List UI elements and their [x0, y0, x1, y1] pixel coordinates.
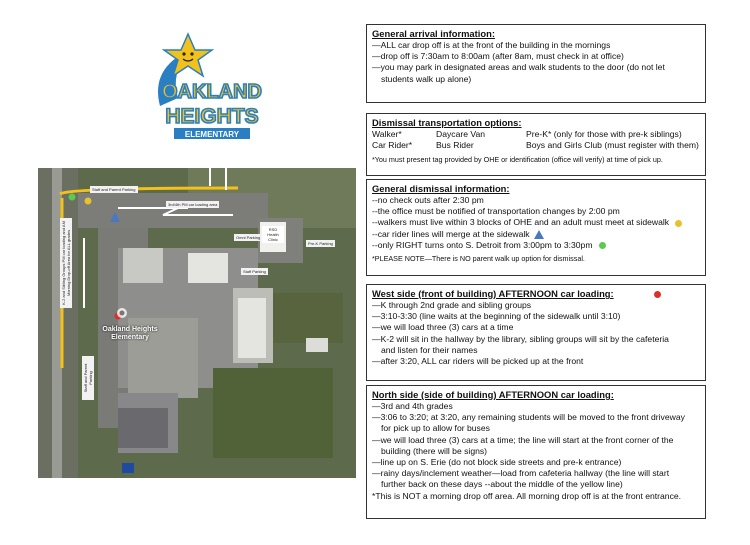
west-line: —K through 2nd grade and sibling groups: [372, 300, 532, 310]
dismissal-line: --only RIGHT turns onto S. Detroit from 3:00pm to 3:30pm: [372, 240, 700, 251]
map-label-staff-parking-bottom: Staff and Parent Parking: [82, 356, 94, 400]
arrival-line: —ALL car drop off is at the front of the building in the mornings: [372, 40, 611, 50]
option-walker: Walker*: [372, 129, 402, 139]
transport-title: Dismissal transportation options:: [372, 117, 522, 128]
dismissal-line: --walkers must live within 3 blocks of OHE and an adult must meet at sidewalk: [372, 217, 700, 228]
arrival-line: —drop off is 7:30am to 8:00am (after 8am, must check in at office): [372, 51, 624, 62]
west-side-box: [366, 284, 706, 381]
north-line: —we will load three (3) cars at a time; the line will start at the front corner of the: [372, 434, 674, 445]
north-line: —3rd and 4th grades: [372, 401, 453, 411]
map-label-loading-zone: 3rd/4th PM car loading area: [168, 202, 218, 207]
north-line: —rainy days/inclement weather—load from cafeteria hallway (the line will start: [372, 468, 670, 479]
dismissal-title: General dismissal information:: [372, 183, 510, 194]
map-label-staff-parking-top: Staff and Parent Parking: [92, 187, 136, 192]
west-line: —after 3:20, ALL car riders will be picked up at the front: [372, 356, 584, 367]
green-dot-icon: [599, 242, 606, 249]
dismissal-line: --the office must be notified of transportation changes by 2:00 pm: [372, 206, 620, 217]
dismissal-line: --car rider lines will merge at the sidewalk: [372, 229, 700, 240]
dismissal-note: *PLEASE NOTE—There is NO parent walk up option for dismissal.: [372, 254, 585, 264]
north-line: further back on these days --about the middle of the yellow line): [381, 479, 623, 490]
green-marker: [69, 194, 76, 201]
arrival-info-box: [366, 24, 706, 103]
map-label-staff-parking: Staff Parking: [243, 269, 266, 274]
campus-aerial-map: [38, 168, 356, 478]
option-daycare-van: Daycare Van: [436, 129, 486, 139]
transport-row: [372, 140, 700, 151]
west-line: —we will load three (3) cars at a time: [372, 322, 514, 333]
logo-oakland: OAKLAND: [162, 81, 262, 103]
west-title: West side (front of building) AFTERNOON car loading:: [372, 288, 700, 300]
map-label-omni-parking: Omni Parking: [236, 235, 261, 240]
north-line: *This is NOT a morning drop off area. All morning drop off is at the front entrance.: [372, 490, 682, 501]
blue-triangle-icon: [534, 230, 544, 239]
map-label-health-clinic: RSD Health Clinic: [262, 226, 284, 243]
north-line: building (there will be signs): [381, 445, 488, 456]
map-label-pre-k-parking: Pre-K Parking: [308, 241, 333, 246]
logo-heights: HEIGHTS: [165, 105, 259, 128]
arrival-line: —you may park in designated areas and walk students to the door (do not let: [372, 62, 665, 73]
option-car-rider: Car Rider*: [372, 140, 413, 151]
west-line: —K-2 will sit in the hallway by the library, sibling groups will sit by the cafeteria: [372, 333, 669, 344]
red-dot-icon: [654, 291, 661, 298]
map-label-side-lane: K-2 and Sibling Groups PM car loading and AM Morning Drop-off Area for ALL grades: [60, 218, 72, 308]
transport-row: [372, 129, 700, 140]
logo-elementary: ELEMENTARY: [184, 130, 240, 139]
arrival-title: General arrival information:: [372, 28, 495, 39]
north-side-box: [366, 385, 706, 519]
school-logo: [140, 28, 280, 158]
yellow-dot-icon: [675, 220, 682, 227]
yellow-marker: [85, 198, 92, 205]
west-line: and listen for their names: [381, 344, 478, 355]
option-pre-k: Pre-K* (only for those with pre-k siblings): [526, 129, 682, 139]
north-title: North side (side of building) AFTERNOON car loading:: [372, 389, 614, 400]
transport-options-box: [366, 113, 706, 176]
west-line: —3:10-3:30 (line waits at the beginning of the sidewalk until 3:10): [372, 311, 621, 322]
north-line: —3:06 to 3:20; at 3:20, any remaining students will be moved to the front driveway: [372, 412, 685, 423]
transport-note: *You must present tag provided by OHE or identification (office will verify) at time of pick up.: [372, 155, 663, 165]
dismissal-info-box: [366, 179, 706, 276]
option-bus-rider: Bus Rider: [436, 140, 474, 151]
map-label-school-name: Oakland Heights Elementary: [102, 326, 158, 341]
dismissal-line: --no check outs after 2:30 pm: [372, 195, 484, 205]
north-line: —line up on S. Erie (do not block side streets and pre-k entrance): [372, 457, 622, 468]
option-boys-girls-club: Boys and Girls Club (must register with them): [526, 140, 699, 151]
north-line: for pick up to allow for buses: [381, 423, 490, 434]
arrival-line: students walk up alone): [381, 73, 472, 84]
